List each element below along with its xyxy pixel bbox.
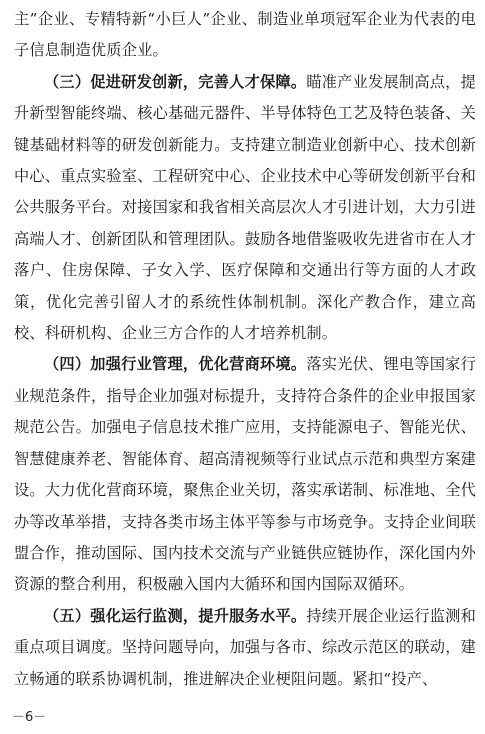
section-heading-4: （四）加强行业管理，优化营商环境。 (44, 355, 307, 374)
paragraph-body: 持续开展企业运行监测和重点项目调度。坚持问题导向，加强与各市、综改示范区的联动，建立畅通的联系协调机制，推进解决企业梗阻问题。紧扣“投产、 (14, 606, 476, 688)
paragraph-body: 主”企业、专精特新“小巨人”企业、制造业单项冠军企业为代表的电子信息制造优质企业。 (14, 10, 476, 60)
paragraph-body: 瞄准产业发展制高点，提升新型智能终端、核心基础元器件、半导体特色工艺及特色装备、关键基础材料等的研发创新能力。支持建立制造业创新中心、技术创新中心、重点实验室、工程研究中心、企业技术中心等研发创新平台和公共服务平台。对接国家和我省相关高层次人才引进计划，大力引进高端人才、创新团队和管理团队。鼓励各地借鉴吸收先进省市在人才落户、住房保障、子女入学、医疗保障和交通出行等方面的人才政策，优化完善引留人才的系统性体制机制。深化产教合作，建立高校、科研机构、企业三方合作的人才培养机制。 (14, 72, 476, 343)
document-page (14, 4, 476, 695)
section-heading-3: （三）促进研发创新，完善人才保障。 (44, 72, 307, 91)
paragraph-body: 落实光伏、锂电等国家行业规范条件，指导企业加强对标提升，支持符合条件的企业申报国家规范公告。加强电子信息技术推广应用，支持能源电子、智能光伏、智慧健康养老、智能体育、超高清视频等行业试点示范和典型方案建设。大力优化营商环境，聚焦企业关切，落实承诺制、标准地、全代办等改革举措，支持各类市场主体平等参与市场竞争。支持企业间联盟合作，推动国际、国内技术交流与产业链供应链协作，深化国内外资源的整合利用，积极融入国内大循环和国内国际双循环。 (14, 355, 476, 594)
section-heading-5: （五）强化运行监测，提升服务水平。 (44, 606, 307, 625)
page-number: －6－ (12, 710, 47, 725)
paragraph-section-3 (14, 67, 476, 350)
paragraph-section-5 (14, 601, 476, 695)
paragraph-section-4 (14, 349, 476, 600)
paragraph-intro-continuation (14, 4, 476, 67)
